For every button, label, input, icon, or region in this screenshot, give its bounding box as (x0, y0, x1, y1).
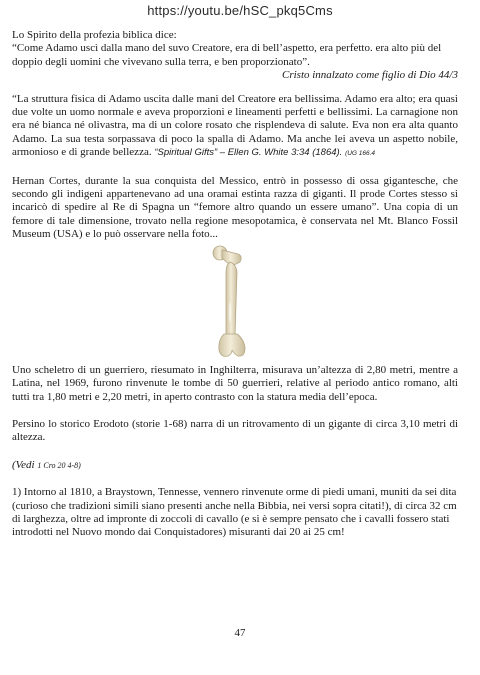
source-code: (UG 166.4 (345, 150, 376, 158)
femur-photo (12, 242, 458, 364)
warrior-skeleton-paragraph: Uno scheletro di un guerriero, riesumato in Inghilterra, misurava un’altezza di 2,80 metri, mentre a Latina, nel 1969, furono rinvenute le tombe di 50 guerrieri, relative al periodo antico romano, alti tutti tra 1,80 metri e 2,20 metri, in aperto contrasto con la statura media dell’epoca. (12, 363, 458, 403)
video-url-link[interactable]: https://youtu.be/hSC_pkq5Cms (147, 3, 333, 18)
adam-quote: “Come Adamo uscì dalla mano del suvo Creatore, era di bell’aspetto, era perfetto. era alto più del doppio degli uomini che vivevano sulla terra, e ben proporzionato”. (12, 42, 442, 68)
spacer (12, 161, 458, 175)
cortes-paragraph: Hernan Cortes, durante la sua conquista del Messico, entrò in possesso di ossa gigantesche, che secondo gli indigeni appartenevano ad una oramai estinta razza di giganti. Il prode Cortes stesso si incaricò di spedire al Re di Spagna un “femore altro quando un essere umano”. Una copia di un femore di tale dimensione, trovato nella regione mesopotamica, è conservata nel Mt. Blanco Fossil Museum (USA) e lo può osservare nella foto... (12, 174, 458, 241)
spacer (12, 445, 458, 459)
vedi-verses: 4-8) (65, 460, 81, 470)
quote-attribution: Cristo innalzato come figlio di Dio 44/3 (281, 69, 458, 82)
spiritual-gifts-source: “Spiritual Gifts” – Ellen G. White 3:34 (1864). (154, 147, 343, 159)
adam-description-paragraph (12, 93, 458, 161)
intro-line: Lo Spirito della profezia biblica dice: (12, 29, 177, 41)
herodotus-paragraph: Persino lo storico Erodoto (storie 1-68) narra di un ritrovamento di un gigante di circa 3,10 metri di altezza. (12, 417, 458, 444)
vedi-prefix: (Vedi (12, 458, 38, 471)
spacer (12, 404, 458, 418)
femur-bone-icon (210, 244, 254, 362)
vedi-book: 1 Cro 20 (37, 460, 66, 470)
braystown-paragraph: 1) Intorno al 1810, a Braystown, Tennesse, vennero rinvenute orme di piedi umani, muniti da sei dita (curioso che tradizioni simili siano presenti anche nella Bibbia, nei versi sopra citati!), di circa 32 cm di larghezza, oltre ad impronte di zoccoli di cavallo (e si è sempre pensato che i cavalli fossero stati introdotti nel Nuovo mondo dai Conquistadores) misuranti dai 20 ai 25 cm! (12, 486, 457, 539)
page-number: 47 (234, 627, 246, 639)
spacer (12, 472, 458, 486)
adam-description-text: “La struttura fisica di Adamo uscita dalle mani del Creatore era bellissima. Adamo era alto; era quasi due volte un uomo normale e aveva proporzioni e lineamenti perfetti e bellissimi. La carnagione non era né bianca né olivastra, ma di un colore rosato che risplendeva di salute. Eva non era alta quanto Adamo. La sua testa sorpassava di poco la spalla di Adamo. Ma anche lei aveva un aspetto nobile, armonioso e di grande bellezza. (12, 92, 458, 159)
document-page (12, 29, 458, 540)
spacer (12, 83, 458, 93)
bible-reference (12, 459, 458, 472)
